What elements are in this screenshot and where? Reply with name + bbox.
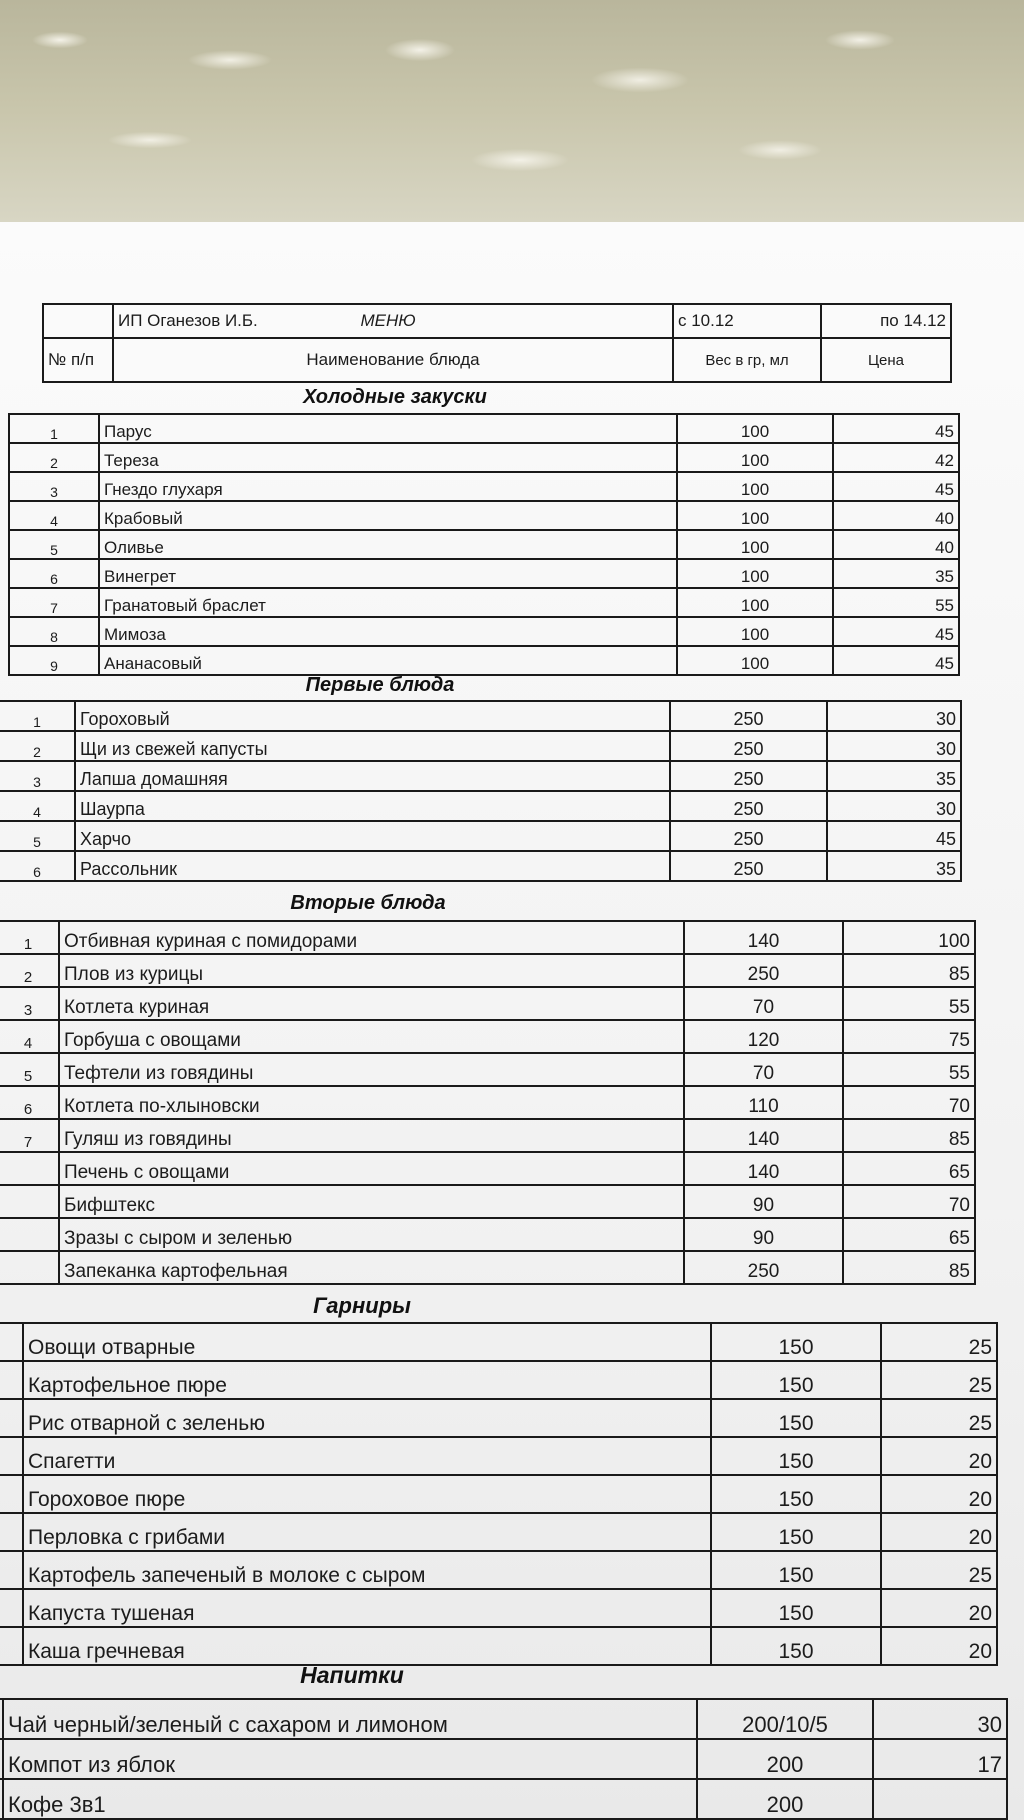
- item-price: 30: [827, 731, 961, 761]
- item-price: 25: [881, 1551, 997, 1589]
- item-price: 35: [827, 851, 961, 881]
- item-name: Горбуша с овощами: [59, 1020, 684, 1053]
- item-name: Парус: [99, 414, 677, 443]
- item-name: Спагетти: [23, 1437, 711, 1475]
- item-weight: 150: [711, 1589, 881, 1627]
- item-name: Винегрет: [99, 559, 677, 588]
- item-price: 70: [843, 1185, 975, 1218]
- item-price: 85: [843, 954, 975, 987]
- item-weight: 150: [711, 1513, 881, 1551]
- item-weight: 90: [684, 1218, 843, 1251]
- item-weight: 150: [711, 1627, 881, 1665]
- item-weight: 100: [677, 530, 833, 559]
- col-name-header: Наименование блюда: [113, 338, 673, 382]
- menu-item-row: [9, 588, 959, 617]
- item-number: 4: [0, 1020, 59, 1053]
- item-number: 5: [9, 530, 99, 559]
- item-price: 75: [843, 1020, 975, 1053]
- item-weight: 100: [677, 588, 833, 617]
- item-number: 1: [0, 701, 75, 731]
- item-weight: 110: [684, 1086, 843, 1119]
- item-name: Зразы с сыром и зеленью: [59, 1218, 684, 1251]
- item-number: 3: [0, 761, 75, 791]
- item-number: 3: [0, 987, 59, 1020]
- section-title: Холодные закуски: [303, 386, 487, 408]
- menu-item-row: [0, 1699, 1007, 1739]
- item-weight: 140: [684, 1119, 843, 1152]
- item-price: 35: [833, 559, 959, 588]
- item-number: [0, 1627, 23, 1665]
- menu-item-row: [0, 1020, 975, 1053]
- item-number: [0, 1437, 23, 1475]
- item-weight: 140: [684, 1152, 843, 1185]
- item-number: 8: [9, 617, 99, 646]
- item-number: [0, 1185, 59, 1218]
- item-price: 45: [833, 617, 959, 646]
- item-weight: 250: [670, 701, 827, 731]
- menu-item-row: [0, 1361, 997, 1399]
- item-price: 20: [881, 1589, 997, 1627]
- item-weight: 100: [677, 472, 833, 501]
- menu-item-row: [0, 791, 961, 821]
- item-name: Ананасовый: [99, 646, 677, 675]
- item-price: 45: [833, 414, 959, 443]
- item-number: [0, 1361, 23, 1399]
- item-name: Овощи отварные: [23, 1323, 711, 1361]
- item-name: Каша гречневая: [23, 1627, 711, 1665]
- item-name: Бифштекс: [59, 1185, 684, 1218]
- item-weight: 120: [684, 1020, 843, 1053]
- item-weight: 70: [684, 987, 843, 1020]
- item-weight: 100: [677, 646, 833, 675]
- item-number: 6: [0, 1086, 59, 1119]
- menu-item-row: [0, 921, 975, 954]
- col-number-header: № п/п: [43, 338, 113, 382]
- item-name: Гороховый: [75, 701, 670, 731]
- item-price: 30: [827, 701, 961, 731]
- menu-item-row: [0, 731, 961, 761]
- menu-item-row: [9, 530, 959, 559]
- item-number: 6: [0, 851, 75, 881]
- item-name: Картофельное пюре: [23, 1361, 711, 1399]
- item-price: 20: [881, 1475, 997, 1513]
- item-name: Лапша домашняя: [75, 761, 670, 791]
- section-title: Вторые блюда: [290, 892, 446, 914]
- item-name: Шаурпа: [75, 791, 670, 821]
- item-price: 40: [833, 501, 959, 530]
- menu-item-row: [0, 1589, 997, 1627]
- item-name: Харчо: [75, 821, 670, 851]
- menu-item-row: [0, 987, 975, 1020]
- item-price: 30: [827, 791, 961, 821]
- item-number: 7: [9, 588, 99, 617]
- item-weight: 150: [711, 1323, 881, 1361]
- section-table: [0, 1322, 998, 1666]
- menu-item-row: [0, 1185, 975, 1218]
- item-weight: 250: [670, 731, 827, 761]
- item-weight: 150: [711, 1551, 881, 1589]
- item-name: Тефтели из говядины: [59, 1053, 684, 1086]
- item-weight: 100: [677, 559, 833, 588]
- menu-title: МЕНЮ: [360, 311, 416, 330]
- menu-item-row: [9, 646, 959, 675]
- item-number: [0, 1513, 23, 1551]
- item-number: [0, 1323, 23, 1361]
- item-price: [873, 1779, 1007, 1819]
- item-weight: 150: [711, 1437, 881, 1475]
- col-price-header: Цена: [821, 338, 951, 382]
- menu-item-row: [0, 1251, 975, 1284]
- item-number: 6: [9, 559, 99, 588]
- item-number: 4: [9, 501, 99, 530]
- item-weight: 250: [670, 791, 827, 821]
- item-weight: 150: [711, 1475, 881, 1513]
- menu-item-row: [0, 701, 961, 731]
- item-weight: 150: [711, 1399, 881, 1437]
- item-number: [0, 1475, 23, 1513]
- item-number: 5: [0, 821, 75, 851]
- item-weight: 100: [677, 414, 833, 443]
- menu-item-row: [0, 1152, 975, 1185]
- item-weight: 250: [670, 851, 827, 881]
- menu-item-row: [0, 1779, 1007, 1819]
- item-price: 55: [843, 987, 975, 1020]
- item-price: 85: [843, 1251, 975, 1284]
- item-price: 55: [843, 1053, 975, 1086]
- menu-item-row: [0, 1513, 997, 1551]
- item-number: 9: [9, 646, 99, 675]
- item-weight: 70: [684, 1053, 843, 1086]
- section-title: Первые блюда: [305, 674, 455, 696]
- col-weight-header: Вес в гр, мл: [673, 338, 821, 382]
- menu-item-row: [0, 1053, 975, 1086]
- item-name: Перловка с грибами: [23, 1513, 711, 1551]
- menu-item-row: [9, 443, 959, 472]
- item-name: Крабовый: [99, 501, 677, 530]
- item-name: Тереза: [99, 443, 677, 472]
- item-number: [0, 1152, 59, 1185]
- item-price: 30: [873, 1699, 1007, 1739]
- menu-item-row: [0, 821, 961, 851]
- item-name: Чай черный/зеленый с сахаром и лимоном: [3, 1699, 697, 1739]
- menu-item-row: [0, 1551, 997, 1589]
- item-number: 1: [0, 921, 59, 954]
- item-weight: 200/10/5: [697, 1699, 873, 1739]
- menu-item-row: [0, 1437, 997, 1475]
- item-name: Печень с овощами: [59, 1152, 684, 1185]
- item-price: 45: [827, 821, 961, 851]
- item-price: 85: [843, 1119, 975, 1152]
- item-name: Гороховое пюре: [23, 1475, 711, 1513]
- item-price: 70: [843, 1086, 975, 1119]
- item-number: [0, 1218, 59, 1251]
- item-price: 100: [843, 921, 975, 954]
- section-title: Напитки: [300, 1662, 404, 1688]
- item-price: 40: [833, 530, 959, 559]
- item-number: [0, 1589, 23, 1627]
- item-name: Кофе 3в1: [3, 1779, 697, 1819]
- section-table: [0, 700, 962, 882]
- menu-item-row: [0, 1218, 975, 1251]
- header-blank-cell: [43, 304, 113, 338]
- item-weight: 250: [684, 1251, 843, 1284]
- menu-item-row: [0, 851, 961, 881]
- item-number: 5: [0, 1053, 59, 1086]
- item-price: 55: [833, 588, 959, 617]
- item-price: 42: [833, 443, 959, 472]
- section-table: [0, 1698, 1008, 1820]
- item-weight: 250: [670, 821, 827, 851]
- item-name: Гранатовый браслет: [99, 588, 677, 617]
- item-price: 25: [881, 1399, 997, 1437]
- section-table: [8, 413, 960, 676]
- item-name: Оливье: [99, 530, 677, 559]
- menu-item-row: [9, 617, 959, 646]
- item-weight: 140: [684, 921, 843, 954]
- menu-item-row: [0, 1399, 997, 1437]
- menu-item-row: [9, 559, 959, 588]
- item-price: 25: [881, 1361, 997, 1399]
- menu-item-row: [9, 501, 959, 530]
- item-number: 4: [0, 791, 75, 821]
- item-price: 20: [881, 1513, 997, 1551]
- item-number: 7: [0, 1119, 59, 1152]
- item-name: Капуста тушеная: [23, 1589, 711, 1627]
- item-number: 3: [9, 472, 99, 501]
- menu-item-row: [0, 1119, 975, 1152]
- item-price: 20: [881, 1627, 997, 1665]
- section-title: Гарниры: [313, 1293, 411, 1318]
- item-name: Плов из курицы: [59, 954, 684, 987]
- item-name: Рассольник: [75, 851, 670, 881]
- item-name: Мимоза: [99, 617, 677, 646]
- item-name: Запеканка картофельная: [59, 1251, 684, 1284]
- menu-item-row: [0, 1086, 975, 1119]
- item-name: Компот из яблок: [3, 1739, 697, 1779]
- item-name: Картофель запеченый в молоке с сыром: [23, 1551, 711, 1589]
- org-name: ИП Оганезов И.Б.: [118, 311, 258, 330]
- item-name: Отбивная куриная с помидорами: [59, 921, 684, 954]
- item-price: 65: [843, 1152, 975, 1185]
- item-price: 45: [833, 646, 959, 675]
- section-table: [0, 920, 976, 1285]
- item-name: Щи из свежей капусты: [75, 731, 670, 761]
- item-number: [0, 1551, 23, 1589]
- item-weight: 100: [677, 501, 833, 530]
- item-weight: 150: [711, 1361, 881, 1399]
- item-number: 2: [0, 954, 59, 987]
- item-number: 2: [9, 443, 99, 472]
- header-org-cell: [113, 304, 673, 338]
- item-name: Гнездо глухаря: [99, 472, 677, 501]
- item-weight: 250: [684, 954, 843, 987]
- menu-item-row: [0, 1475, 997, 1513]
- menu-header-table: [42, 303, 952, 383]
- item-name: Гуляш из говядины: [59, 1119, 684, 1152]
- item-weight: 250: [670, 761, 827, 791]
- item-number: 2: [0, 731, 75, 761]
- menu-item-row: [0, 1323, 997, 1361]
- item-name: Рис отварной с зеленью: [23, 1399, 711, 1437]
- item-weight: 200: [697, 1739, 873, 1779]
- item-weight: 100: [677, 443, 833, 472]
- menu-item-row: [0, 1739, 1007, 1779]
- menu-item-row: [9, 414, 959, 443]
- item-price: 35: [827, 761, 961, 791]
- menu-item-row: [0, 761, 961, 791]
- menu-item-row: [0, 1627, 997, 1665]
- item-price: 45: [833, 472, 959, 501]
- item-name: Котлета по-хлыновски: [59, 1086, 684, 1119]
- item-name: Котлета куриная: [59, 987, 684, 1020]
- item-number: [0, 1399, 23, 1437]
- item-price: 25: [881, 1323, 997, 1361]
- item-price: 20: [881, 1437, 997, 1475]
- item-number: 1: [9, 414, 99, 443]
- menu-item-row: [9, 472, 959, 501]
- item-weight: 200: [697, 1779, 873, 1819]
- item-weight: 100: [677, 617, 833, 646]
- date-from: с 10.12: [673, 304, 821, 338]
- item-weight: 90: [684, 1185, 843, 1218]
- item-price: 17: [873, 1739, 1007, 1779]
- menu-item-row: [0, 954, 975, 987]
- date-to: по 14.12: [821, 304, 951, 338]
- item-price: 65: [843, 1218, 975, 1251]
- item-number: [0, 1251, 59, 1284]
